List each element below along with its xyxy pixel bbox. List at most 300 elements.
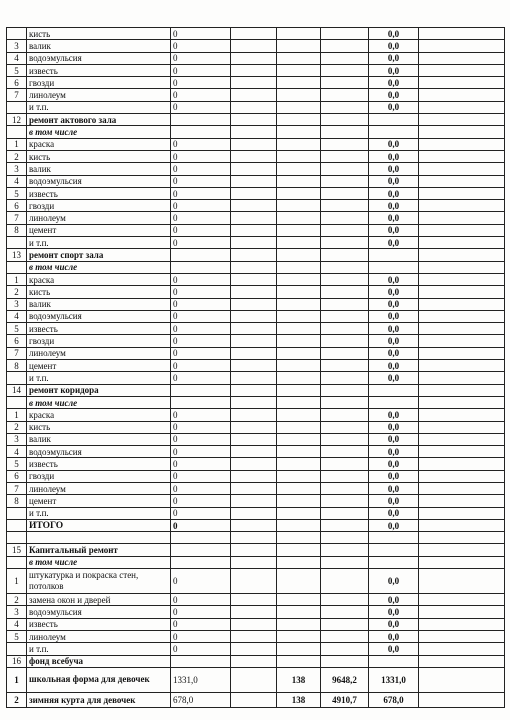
row-number-cell: 5 [7,458,27,470]
empty-cell [419,532,505,544]
value-cell [231,360,277,372]
value-cell [419,409,505,421]
empty-cell [27,532,171,544]
value-cell [231,212,277,224]
value-cell [321,347,369,359]
table-row [7,433,505,445]
quantity-cell: 0 [171,28,231,40]
item-name-cell: валик [27,163,171,175]
value-cell [419,273,505,285]
table-row [7,224,505,236]
value-cell [277,28,321,40]
item-name-cell: водоэмульсия [27,606,171,618]
sum-cell: 0,0 [369,52,419,64]
value-cell [419,421,505,433]
sum-cell: 1331,0 [369,667,419,692]
item-name-cell: кисть [27,150,171,162]
sum-cell: 0,0 [369,175,419,187]
table-row [7,323,505,335]
sum-cell: 0,0 [369,323,419,335]
value-cell [231,28,277,40]
value-cell [419,28,505,40]
table-row [7,532,505,544]
item-name-cell: гвозди [27,470,171,482]
value-cell [321,138,369,150]
sum-cell: 0,0 [369,433,419,445]
value-cell [419,101,505,113]
table-row [7,273,505,285]
quantity-cell: 0 [171,237,231,249]
sum-cell: 0,0 [369,421,419,433]
value-cell: 9648,2 [321,667,369,692]
empty-cell [231,114,277,126]
value-cell: 138 [277,667,321,692]
table-row [7,372,505,384]
item-name-cell: водоэмульсия [27,446,171,458]
quantity-cell: 0 [171,519,231,531]
row-number-cell: 2 [7,692,27,707]
sum-cell: 0,0 [369,347,419,359]
value-cell [231,163,277,175]
value-cell [277,643,321,655]
quantity-cell: 0 [171,347,231,359]
item-name-cell: валик [27,298,171,310]
empty-cell [171,556,231,568]
row-number-cell: 2 [7,150,27,162]
value-cell [231,237,277,249]
quantity-cell: 0 [171,89,231,101]
empty-cell [321,126,369,138]
value-cell [321,273,369,285]
item-name-cell: линолеум [27,212,171,224]
value-cell [277,163,321,175]
empty-cell [419,249,505,261]
empty-cell [231,655,277,667]
subheading-cell: в том числе [27,396,171,408]
value-cell [419,52,505,64]
item-name-cell: замена окон и дверей [27,594,171,606]
empty-cell [231,532,277,544]
value-cell [321,286,369,298]
row-number-cell: 8 [7,360,27,372]
value-cell [419,347,505,359]
value-cell [231,150,277,162]
value-cell [231,519,277,531]
value-cell [231,692,277,707]
item-name-cell: гвозди [27,77,171,89]
row-number-cell: 16 [7,655,27,667]
value-cell [231,40,277,52]
row-number-cell: 1 [7,138,27,150]
empty-cell [231,544,277,556]
row-number-cell: 2 [7,421,27,433]
table-row [7,458,505,470]
value-cell [321,200,369,212]
row-number-cell: 1 [7,273,27,285]
value-cell [277,212,321,224]
value-cell [231,77,277,89]
row-number-cell [7,556,27,568]
subheading-cell: в том числе [27,126,171,138]
value-cell [277,347,321,359]
row-number-cell: 2 [7,594,27,606]
value-cell [231,495,277,507]
row-number-cell: 3 [7,298,27,310]
value-cell [321,28,369,40]
value-cell [321,507,369,519]
table-row [7,163,505,175]
quantity-cell: 0 [171,187,231,199]
value-cell [231,470,277,482]
value-cell [277,89,321,101]
value-cell [277,470,321,482]
quantity-cell: 0 [171,594,231,606]
quantity-cell: 0 [171,323,231,335]
value-cell [419,187,505,199]
empty-cell [171,114,231,126]
value-cell [277,446,321,458]
section-title-cell: ремонт коридора [27,384,171,396]
quantity-cell: 0 [171,175,231,187]
item-name-cell: кисть [27,28,171,40]
table-body [7,28,505,708]
row-number-cell: 4 [7,175,27,187]
row-number-cell: 4 [7,446,27,458]
table-row [7,482,505,494]
table-row [7,470,505,482]
table-row [7,286,505,298]
empty-cell [231,396,277,408]
sum-cell: 0,0 [369,224,419,236]
sum-cell: 0,0 [369,630,419,642]
quantity-cell: 1331,0 [171,667,231,692]
item-name-cell: штукатурка и покраска стен, потолков [27,569,171,594]
table-row [7,175,505,187]
sum-cell: 0,0 [369,64,419,76]
value-cell [321,150,369,162]
value-cell [321,495,369,507]
sum-cell: 0,0 [369,138,419,150]
sum-cell: 0,0 [369,77,419,89]
value-cell [321,64,369,76]
value-cell [321,40,369,52]
table-row [7,544,505,556]
value-cell [321,77,369,89]
item-name-cell: гвозди [27,335,171,347]
sum-cell: 0,0 [369,335,419,347]
sum-cell: 0,0 [369,519,419,531]
item-name-cell: известь [27,458,171,470]
row-number-cell: 6 [7,470,27,482]
section-title-cell: ремонт актового зала [27,114,171,126]
value-cell [321,52,369,64]
section-title-cell: фонд всебуча [27,655,171,667]
row-number-cell: 3 [7,606,27,618]
value-cell [321,237,369,249]
row-number-cell: 1 [7,667,27,692]
sum-cell: 0,0 [369,187,419,199]
value-cell [419,298,505,310]
table-row [7,64,505,76]
value-cell [419,594,505,606]
value-cell [419,606,505,618]
row-number-cell: 8 [7,224,27,236]
quantity-cell: 0 [171,64,231,76]
empty-cell [7,532,27,544]
row-number-cell: 6 [7,77,27,89]
value-cell [321,433,369,445]
quantity-cell: 0 [171,470,231,482]
quantity-cell: 0 [171,618,231,630]
sum-cell: 0,0 [369,643,419,655]
item-name-cell: известь [27,64,171,76]
value-cell [321,360,369,372]
value-cell [419,446,505,458]
budget-table [6,27,505,708]
empty-cell [419,384,505,396]
value-cell [321,89,369,101]
table-row [7,606,505,618]
value-cell [419,482,505,494]
value-cell [419,163,505,175]
value-cell [321,594,369,606]
quantity-cell: 0 [171,507,231,519]
value-cell [419,433,505,445]
table-row [7,569,505,594]
value-cell [277,421,321,433]
item-name-cell: краска [27,138,171,150]
row-number-cell [7,126,27,138]
value-cell [321,606,369,618]
value-cell [277,569,321,594]
table-row [7,421,505,433]
table-row [7,187,505,199]
value-cell [277,150,321,162]
row-number-cell [7,261,27,273]
empty-cell [277,261,321,273]
value-cell [321,163,369,175]
empty-cell [369,384,419,396]
sum-cell: 0,0 [369,286,419,298]
value-cell [321,470,369,482]
value-cell [277,286,321,298]
table-row [7,150,505,162]
table-row [7,310,505,322]
item-name-cell: краска [27,409,171,421]
empty-cell [369,114,419,126]
value-cell [277,618,321,630]
table-row [7,409,505,421]
empty-cell [277,396,321,408]
value-cell [419,212,505,224]
value-cell [231,594,277,606]
sum-cell: 0,0 [369,507,419,519]
empty-cell [369,556,419,568]
empty-cell [171,126,231,138]
item-name-cell: цемент [27,224,171,236]
row-number-cell: 4 [7,310,27,322]
value-cell [419,286,505,298]
sum-cell: 0,0 [369,237,419,249]
row-number-cell: 7 [7,89,27,101]
value-cell [321,630,369,642]
quantity-cell: 0 [171,212,231,224]
empty-cell [419,114,505,126]
value-cell [231,421,277,433]
quantity-cell: 0 [171,495,231,507]
empty-cell [321,556,369,568]
empty-cell [419,655,505,667]
value-cell [277,101,321,113]
table-row [7,212,505,224]
item-name-cell: цемент [27,495,171,507]
table-row [7,519,505,531]
value-cell [321,446,369,458]
value-cell [419,200,505,212]
empty-cell [419,126,505,138]
item-name-cell: кисть [27,286,171,298]
empty-cell [321,532,369,544]
empty-cell [369,126,419,138]
sum-cell: 0,0 [369,569,419,594]
table-row [7,655,505,667]
value-cell [277,482,321,494]
row-number-cell: 3 [7,163,27,175]
value-cell [231,273,277,285]
empty-cell [321,396,369,408]
row-number-cell: 1 [7,569,27,594]
table-row [7,298,505,310]
value-cell [231,409,277,421]
value-cell [419,692,505,707]
value-cell [277,40,321,52]
sum-cell: 0,0 [369,163,419,175]
table-row [7,89,505,101]
quantity-cell: 0 [171,273,231,285]
value-cell [231,224,277,236]
sum-cell: 0,0 [369,150,419,162]
quantity-cell: 0 [171,77,231,89]
value-cell [419,470,505,482]
value-cell [277,594,321,606]
value-cell [277,495,321,507]
item-name-cell: цемент [27,360,171,372]
table-row [7,446,505,458]
table-row [7,360,505,372]
value-cell [277,458,321,470]
quantity-cell: 0 [171,446,231,458]
value-cell [419,138,505,150]
row-number-cell: 3 [7,433,27,445]
sum-cell: 0,0 [369,446,419,458]
table-row [7,396,505,408]
sum-cell: 0,0 [369,89,419,101]
empty-cell [321,544,369,556]
value-cell [277,372,321,384]
table-row [7,101,505,113]
value-cell [419,323,505,335]
empty-cell [369,532,419,544]
sum-cell: 0,0 [369,273,419,285]
value-cell [419,643,505,655]
value-cell [277,64,321,76]
subheading-cell: в том числе [27,556,171,568]
quantity-cell: 0 [171,421,231,433]
empty-cell [231,261,277,273]
quantity-cell: 0 [171,52,231,64]
sum-cell: 0,0 [369,470,419,482]
empty-cell [171,544,231,556]
value-cell [419,77,505,89]
value-cell: 4910,7 [321,692,369,707]
sum-cell: 0,0 [369,458,419,470]
empty-cell [369,655,419,667]
row-number-cell: 7 [7,212,27,224]
value-cell [321,187,369,199]
table-row [7,643,505,655]
value-cell [419,224,505,236]
row-number-cell: 7 [7,347,27,359]
row-number-cell: 5 [7,64,27,76]
value-cell [321,101,369,113]
table-row [7,384,505,396]
value-cell [277,323,321,335]
quantity-cell: 0 [171,569,231,594]
row-number-cell: 6 [7,200,27,212]
table-row [7,200,505,212]
quantity-cell: 678,0 [171,692,231,707]
quantity-cell: 0 [171,298,231,310]
value-cell [231,507,277,519]
empty-cell [321,384,369,396]
value-cell [277,52,321,64]
value-cell [419,89,505,101]
item-name-cell: водоэмульсия [27,175,171,187]
empty-cell [321,655,369,667]
table-row [7,77,505,89]
empty-cell [277,532,321,544]
quantity-cell: 0 [171,224,231,236]
value-cell [419,495,505,507]
value-cell [231,630,277,642]
value-cell [321,519,369,531]
sum-cell: 0,0 [369,409,419,421]
empty-cell [277,126,321,138]
item-name-cell: линолеум [27,482,171,494]
value-cell [231,618,277,630]
quantity-cell: 0 [171,482,231,494]
value-cell [231,372,277,384]
value-cell [419,40,505,52]
quantity-cell: 0 [171,163,231,175]
row-number-cell: 4 [7,52,27,64]
quantity-cell: 0 [171,458,231,470]
table-row [7,692,505,707]
quantity-cell: 0 [171,40,231,52]
value-cell [321,569,369,594]
sum-cell: 0,0 [369,200,419,212]
empty-cell [277,544,321,556]
item-name-cell: и т.п. [27,507,171,519]
value-cell [419,618,505,630]
value-cell [277,237,321,249]
value-cell [419,64,505,76]
empty-cell [231,384,277,396]
value-cell [321,409,369,421]
value-cell [231,667,277,692]
table-row [7,28,505,40]
item-name-cell: и т.п. [27,643,171,655]
